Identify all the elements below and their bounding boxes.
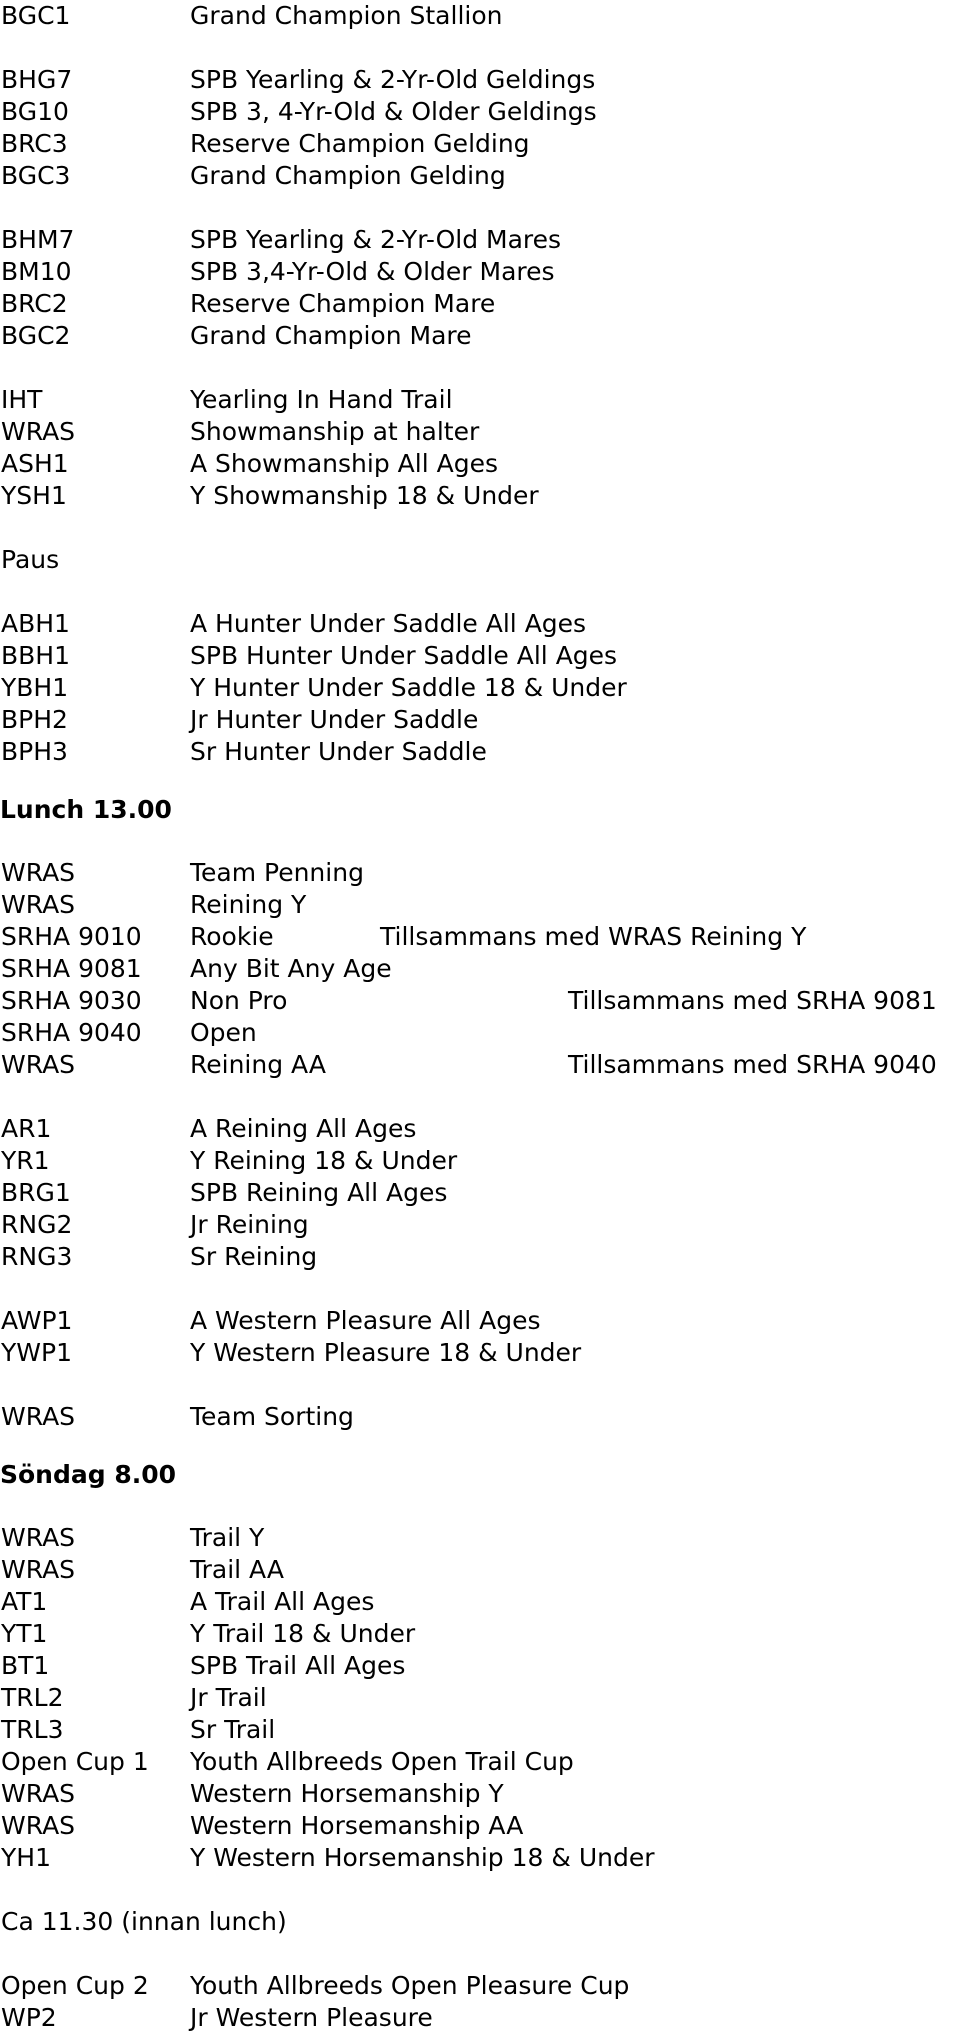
- class-name: SPB Reining All Ages: [190, 1178, 448, 1207]
- schedule-row: [0, 480, 960, 512]
- schedule-row: [0, 640, 960, 672]
- class-name: Team Sorting: [190, 1402, 354, 1431]
- class-code: SRHA 9030: [1, 986, 142, 1015]
- schedule-row: [0, 448, 960, 480]
- schedule-row: [0, 1241, 960, 1273]
- class-code: BRG1: [1, 1178, 71, 1207]
- schedule-row: [0, 96, 960, 128]
- class-code: TRL3: [1, 1715, 64, 1744]
- class-name: Any Bit Any Age: [190, 954, 392, 983]
- schedule-row: [0, 1113, 960, 1145]
- class-name: Grand Champion Gelding: [190, 161, 506, 190]
- schedule-row: [0, 160, 960, 192]
- schedule-row: [0, 1842, 960, 1874]
- class-code: BGC2: [1, 321, 71, 350]
- class-name: Y Western Horsemanship 18 & Under: [190, 1843, 655, 1872]
- class-code: SRHA 9010: [1, 922, 142, 951]
- class-name: Western Horsemanship AA: [190, 1811, 524, 1840]
- class-code: BHM7: [1, 225, 75, 254]
- class-code: WRAS: [1, 417, 76, 446]
- section-heading: Söndag 8.00: [0, 1460, 177, 1489]
- class-name: Sr Hunter Under Saddle: [190, 737, 487, 766]
- class-code: WRAS: [1, 1523, 76, 1552]
- class-name: Reserve Champion Mare: [190, 289, 496, 318]
- class-name: Jr Western Pleasure: [190, 2003, 433, 2032]
- schedule-row: [0, 1337, 960, 1369]
- class-code: WRAS: [1, 858, 76, 887]
- class-name: Youth Allbreeds Open Trail Cup: [190, 1747, 574, 1776]
- schedule-row: [0, 2002, 960, 2034]
- class-code: AR1: [1, 1114, 52, 1143]
- schedule-row: [0, 128, 960, 160]
- class-name: Y Hunter Under Saddle 18 & Under: [190, 673, 627, 702]
- class-name: A Hunter Under Saddle All Ages: [190, 609, 587, 638]
- schedule-row: [0, 224, 960, 256]
- class-code: ASH1: [1, 449, 69, 478]
- class-code: WRAS: [1, 1050, 76, 1079]
- class-note: Tillsammans med SRHA 9081: [568, 986, 937, 1015]
- class-code: Ca 11.30 (innan lunch): [1, 1907, 287, 1936]
- class-name: SPB Trail All Ages: [190, 1651, 406, 1680]
- schedule-row: [0, 1682, 960, 1714]
- class-note: Tillsammans med WRAS Reining Y: [380, 922, 807, 951]
- class-code: BBH1: [1, 641, 71, 670]
- class-name: Reining AA: [190, 1050, 326, 1079]
- schedule-row: [0, 736, 960, 768]
- class-name: Western Horsemanship Y: [190, 1779, 504, 1808]
- schedule-row: [0, 64, 960, 96]
- class-name: Team Penning: [190, 858, 364, 887]
- class-code: SRHA 9081: [1, 954, 142, 983]
- schedule-row: [0, 1714, 960, 1746]
- schedule-row: [0, 1522, 960, 1554]
- schedule-row: [0, 1970, 960, 2002]
- class-code: YT1: [1, 1619, 48, 1648]
- class-name: A Western Pleasure All Ages: [190, 1306, 541, 1335]
- class-name: Jr Trail: [190, 1683, 267, 1712]
- class-code: SRHA 9040: [1, 1018, 142, 1047]
- class-name: SPB 3, 4-Yr-Old & Older Geldings: [190, 97, 597, 126]
- class-code: YH1: [1, 1843, 51, 1872]
- class-name: Sr Trail: [190, 1715, 276, 1744]
- schedule-row: [0, 985, 960, 1017]
- schedule-row: [0, 1554, 960, 1586]
- class-code: WRAS: [1, 1779, 76, 1808]
- class-name: Grand Champion Stallion: [190, 1, 503, 30]
- class-code: BRC2: [1, 289, 68, 318]
- class-name: Showmanship at halter: [190, 417, 480, 446]
- schedule-row: [0, 384, 960, 416]
- class-name: Yearling In Hand Trail: [190, 385, 453, 414]
- schedule-row: [0, 857, 960, 889]
- schedule-row: [0, 1049, 960, 1081]
- class-name: A Trail All Ages: [190, 1587, 375, 1616]
- schedule-row: [0, 704, 960, 736]
- class-code: BGC1: [1, 1, 71, 30]
- class-name: SPB Hunter Under Saddle All Ages: [190, 641, 618, 670]
- class-name: Grand Champion Mare: [190, 321, 472, 350]
- schedule-row: [0, 288, 960, 320]
- schedule-row: [0, 672, 960, 704]
- schedule-row: [0, 0, 960, 32]
- class-name: Y Western Pleasure 18 & Under: [190, 1338, 582, 1367]
- class-code: WRAS: [1, 1402, 76, 1431]
- schedule-row: [0, 1145, 960, 1177]
- class-code: WRAS: [1, 1811, 76, 1840]
- schedule-row: [0, 256, 960, 288]
- class-name: Jr Hunter Under Saddle: [190, 705, 479, 734]
- schedule-row: [0, 1017, 960, 1049]
- class-code: Open Cup 1: [1, 1747, 149, 1776]
- schedule-row: [0, 1586, 960, 1618]
- schedule-row: [0, 1810, 960, 1842]
- class-name: Rookie: [190, 922, 274, 951]
- class-code: YWP1: [1, 1338, 72, 1367]
- schedule-row: [0, 1746, 960, 1778]
- class-note: Tillsammans med SRHA 9040: [568, 1050, 937, 1079]
- schedule-row: [0, 1906, 960, 1938]
- class-name: A Reining All Ages: [190, 1114, 417, 1143]
- schedule-row: [0, 320, 960, 352]
- class-code: ABH1: [1, 609, 70, 638]
- class-code: TRL2: [1, 1683, 64, 1712]
- class-code: BT1: [1, 1651, 50, 1680]
- schedule-row: [0, 889, 960, 921]
- class-code: WP2: [1, 2003, 57, 2032]
- schedule-row: [0, 1618, 960, 1650]
- class-code: BGC3: [1, 161, 71, 190]
- schedule-row: [0, 1778, 960, 1810]
- schedule-row: [0, 416, 960, 448]
- schedule-row: [0, 544, 960, 576]
- class-code: AT1: [1, 1587, 48, 1616]
- class-code: RNG3: [1, 1242, 73, 1271]
- class-code: BPH3: [1, 737, 68, 766]
- class-code: BG10: [1, 97, 69, 126]
- class-name: Reining Y: [190, 890, 307, 919]
- class-name: A Showmanship All Ages: [190, 449, 498, 478]
- class-code: BHG7: [1, 65, 73, 94]
- class-name: SPB Yearling & 2-Yr-Old Mares: [190, 225, 562, 254]
- schedule-row: [0, 1209, 960, 1241]
- class-name: Non Pro: [190, 986, 288, 1015]
- class-name: Sr Reining: [190, 1242, 318, 1271]
- class-name: Y Trail 18 & Under: [190, 1619, 416, 1648]
- schedule-row: [0, 1177, 960, 1209]
- class-code: WRAS: [1, 1555, 76, 1584]
- class-name: Trail AA: [190, 1555, 284, 1584]
- class-code: BRC3: [1, 129, 68, 158]
- class-name: Y Reining 18 & Under: [190, 1146, 458, 1175]
- class-code: Paus: [1, 545, 60, 574]
- schedule-row: [0, 953, 960, 985]
- class-code: WRAS: [1, 890, 76, 919]
- class-name: Reserve Champion Gelding: [190, 129, 530, 158]
- class-code: RNG2: [1, 1210, 73, 1239]
- schedule-row: [0, 1401, 960, 1433]
- class-code: YSH1: [1, 481, 67, 510]
- class-code: Open Cup 2: [1, 1971, 149, 2000]
- class-code: AWP1: [1, 1306, 73, 1335]
- class-name: Open: [190, 1018, 257, 1047]
- class-name: Youth Allbreeds Open Pleasure Cup: [190, 1971, 630, 2000]
- class-name: Jr Reining: [190, 1210, 309, 1239]
- class-code: YR1: [1, 1146, 50, 1175]
- schedule-row: [0, 1305, 960, 1337]
- schedule-row: [0, 1650, 960, 1682]
- schedule-row: [0, 921, 960, 953]
- schedule-row: [0, 608, 960, 640]
- class-code: BM10: [1, 257, 72, 286]
- class-code: BPH2: [1, 705, 68, 734]
- class-name: SPB 3,4-Yr-Old & Older Mares: [190, 257, 555, 286]
- class-code: YBH1: [1, 673, 69, 702]
- class-code: IHT: [1, 385, 43, 414]
- class-name: SPB Yearling & 2-Yr-Old Geldings: [190, 65, 596, 94]
- section-heading: Lunch 13.00: [0, 795, 172, 824]
- class-name: Y Showmanship 18 & Under: [190, 481, 539, 510]
- class-name: Trail Y: [190, 1523, 265, 1552]
